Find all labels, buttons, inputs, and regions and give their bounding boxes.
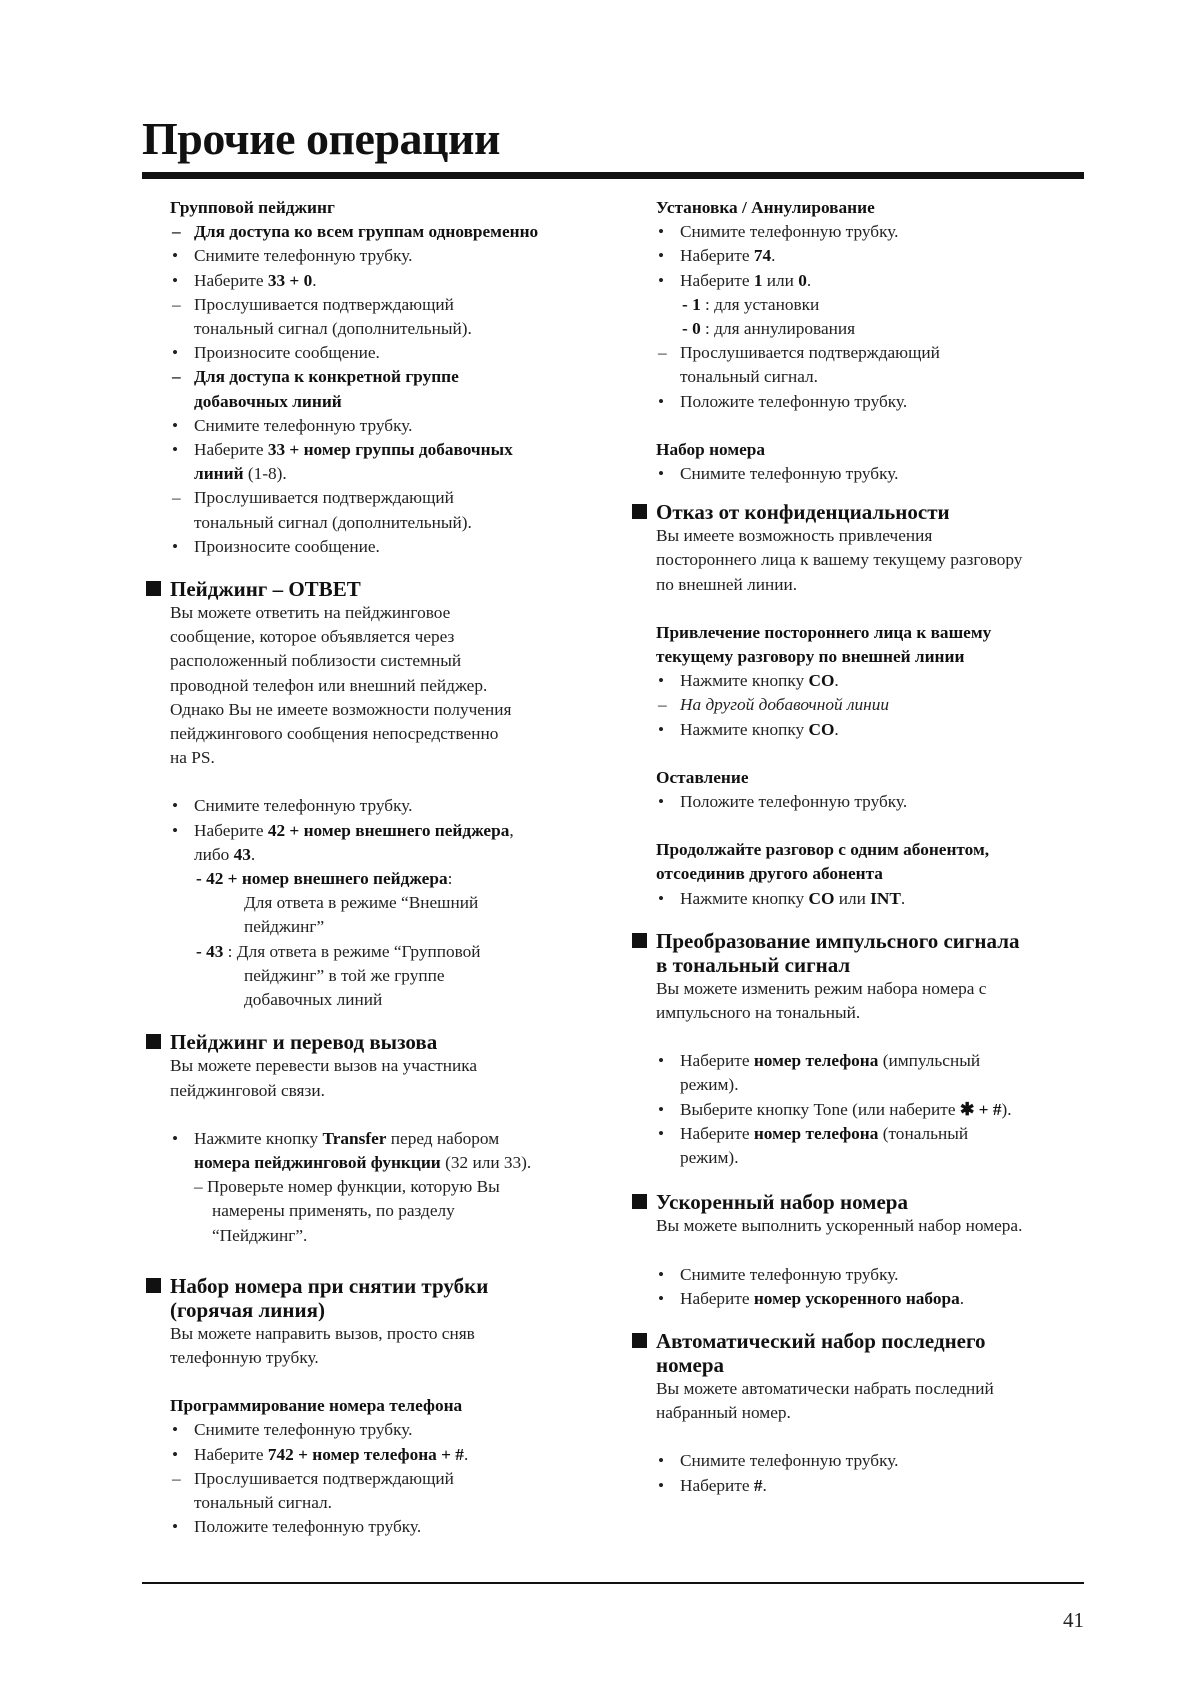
list-item-cont: линий (1-8). <box>194 464 287 484</box>
list-item: • Снимите телефонную трубку. <box>658 464 899 484</box>
leave-heading: Оставление <box>656 767 749 787</box>
dialing-heading: Набор номера <box>656 439 766 459</box>
section-heading: Преобразование импульсного сигнала в тональный сигнал <box>632 929 1088 977</box>
right-column <box>632 196 1088 1498</box>
left-column <box>146 196 586 1539</box>
section-desc: Вы можете направить вызов, просто сняв <box>170 1323 475 1343</box>
note-line: – Проверьте номер функции, которую Вы <box>194 1177 500 1197</box>
option-desc: пейджинг” <box>244 917 325 937</box>
option-line: - 43 : Для ответа в режиме “Групповой <box>196 941 481 961</box>
speed-dial-section <box>632 1190 1088 1311</box>
list-item: – Прослушивается подтверждающий <box>172 294 454 314</box>
list-item: • Наберите 33 + 0. <box>172 270 317 290</box>
list-item: – Прослушивается подтверждающий <box>172 1468 454 1488</box>
square-bullet-icon <box>146 1034 161 1049</box>
section-desc: по внешней линии. <box>656 574 798 594</box>
continue-heading: Продолжайте разговор с одним абонентом, <box>656 840 990 860</box>
section-desc: Вы можете изменить режим набора номера с <box>656 978 987 998</box>
continue-heading: отсоединив другого абонента <box>656 864 883 884</box>
privacy-join-heading: Привлечение постороннего лица к вашему <box>656 622 992 642</box>
section-desc: Вы можете перевести вызов на участника <box>170 1056 478 1076</box>
section-desc: импульсного на тональный. <box>656 1003 861 1023</box>
note-line: “Пейджинг”. <box>212 1225 308 1245</box>
list-item: • Снимите телефонную трубку. <box>658 1451 899 1471</box>
section-desc: пейджинговой связи. <box>170 1080 325 1100</box>
list-item: • Наберите 742 + номер телефона + #. <box>172 1444 469 1464</box>
list-item-cont: номера пейджинговой функции (32 или 33). <box>194 1152 532 1172</box>
option-desc: пейджинг” в той же группе <box>244 965 445 985</box>
list-item-cont: либо 43. <box>194 844 256 864</box>
section-desc: проводной телефон или внешний пейджер. <box>170 675 488 695</box>
square-bullet-icon <box>146 1278 161 1293</box>
section-heading: Ускоренный набор номера <box>632 1190 1088 1214</box>
section-desc: Вы можете выполнить ускоренный набор номера. <box>656 1216 1023 1236</box>
section-desc: Вы имеете возможность привлечения <box>656 526 933 546</box>
list-item: • Выберите кнопку Tone (или наберите ✱ + #). <box>658 1099 1012 1119</box>
list-item: • Нажмите кнопку CO. <box>658 671 839 691</box>
list-item: • Наберите #. <box>658 1475 767 1495</box>
list-item: – Для доступа к конкретной группе <box>172 367 459 387</box>
list-item-cont: добавочных линий <box>194 391 342 411</box>
section-heading: Пейджинг и перевод вызова <box>146 1030 586 1054</box>
section-desc: пейджингового сообщения непосредственно <box>170 724 499 744</box>
list-item: • Снимите телефонную трубку. <box>172 415 413 435</box>
square-bullet-icon <box>632 1194 647 1209</box>
list-item: • Наберите 42 + номер внешнего пейджера, <box>172 820 514 840</box>
list-item: • Произносите сообщение. <box>172 536 380 556</box>
section-desc: Вы можете автоматически набрать последний <box>656 1378 994 1398</box>
list-item: • Снимите телефонную трубку. <box>658 1264 899 1284</box>
list-item: • Наберите 1 или 0. <box>658 270 812 290</box>
square-bullet-icon <box>632 504 647 519</box>
list-item: • Положите телефонную трубку. <box>658 792 908 812</box>
section-desc: сообщение, которое объявляется через <box>170 627 455 647</box>
list-item-cont: тональный сигнал. <box>680 367 818 387</box>
option-desc: Для ответа в режиме “Внешний <box>244 893 479 913</box>
section-desc: Вы можете ответить на пейджинговое <box>170 603 451 623</box>
title-rule <box>142 172 1084 179</box>
section-desc: телефонную трубку. <box>170 1347 319 1367</box>
list-item-cont: режим). <box>680 1075 739 1095</box>
list-item: • Наберите номер телефона (тональный <box>658 1123 969 1143</box>
square-bullet-icon <box>632 1333 647 1348</box>
section-desc: расположенный поблизости системный <box>170 651 462 671</box>
redial-section <box>632 1329 1088 1498</box>
option-line: - 0 : для аннулирования <box>682 319 856 339</box>
page-number: 41 <box>1063 1608 1084 1632</box>
list-item: • Снимите телефонную трубку. <box>658 222 899 242</box>
list-item-cont: тональный сигнал (дополнительный). <box>194 512 472 532</box>
list-item: • Произносите сообщение. <box>172 343 380 363</box>
square-bullet-icon <box>146 581 161 596</box>
list-item: • Наберите 74. <box>658 246 776 266</box>
privacy-section <box>632 500 1088 911</box>
section-heading: Пейджинг – ОТВЕТ <box>146 577 586 601</box>
pulse-tone-section <box>632 929 1088 1170</box>
list-item: • Положите телефонную трубку. <box>172 1517 422 1537</box>
list-item: • Нажмите кнопку CO или INT. <box>658 888 906 908</box>
list-item: • Наберите номер ускоренного набора. <box>658 1288 965 1308</box>
list-item: • Положите телефонную трубку. <box>658 391 908 411</box>
note-line: намерены применять, по разделу <box>212 1201 455 1221</box>
list-item: – Для доступа ко всем группам одновременно <box>172 222 539 242</box>
section-heading: Набор номера при снятии трубки (горячая линия) <box>146 1274 586 1322</box>
section-heading: Автоматический набор последнего номера <box>632 1329 1088 1377</box>
hotline-set-heading: Установка / Аннулирование <box>656 198 875 217</box>
section-desc: на PS. <box>170 748 215 768</box>
footer-rule <box>142 1582 1084 1584</box>
list-item-cont: тональный сигнал (дополнительный). <box>194 319 472 339</box>
list-item: • Наберите номер телефона (импульсный <box>658 1051 981 1071</box>
list-item: – Прослушивается подтверждающий <box>172 488 454 508</box>
option-desc: добавочных линий <box>244 990 383 1010</box>
hotline-prog-heading: Программирование номера телефона <box>170 1396 463 1416</box>
group-paging-heading: Групповой пейджинг <box>170 198 335 217</box>
option-line: - 42 + номер внешнего пейджера: <box>196 869 453 889</box>
list-item: – Прослушивается подтверждающий <box>658 343 940 363</box>
option-line: - 1 : для установки <box>682 294 820 314</box>
square-bullet-icon <box>632 933 647 948</box>
section-heading: Отказ от конфиденциальности <box>632 500 1088 524</box>
list-item-cont: режим). <box>680 1148 739 1168</box>
list-item: • Нажмите кнопку Transfer перед набором <box>172 1128 500 1148</box>
list-item: • Снимите телефонную трубку. <box>172 246 413 266</box>
page-title: Прочие операции <box>142 113 501 164</box>
list-item-cont: тональный сигнал. <box>194 1492 332 1512</box>
section-desc: Однако Вы не имеете возможности получения <box>170 699 512 719</box>
section-desc: набранный номер. <box>656 1403 791 1423</box>
paging-transfer-section <box>146 1030 586 1247</box>
list-item: – На другой добавочной линии <box>658 695 890 715</box>
privacy-join-heading: текущему разговору по внешней линии <box>656 647 965 667</box>
hotline-section <box>146 1274 586 1540</box>
list-item: • Снимите телефонную трубку. <box>172 796 413 816</box>
list-item: • Снимите телефонную трубку. <box>172 1420 413 1440</box>
section-desc: постороннего лица к вашему текущему разговору <box>656 550 1023 570</box>
list-item: • Наберите 33 + номер группы добавочных <box>172 440 513 460</box>
list-item: • Нажмите кнопку CO. <box>658 719 839 739</box>
paging-answer-section <box>146 577 586 1012</box>
